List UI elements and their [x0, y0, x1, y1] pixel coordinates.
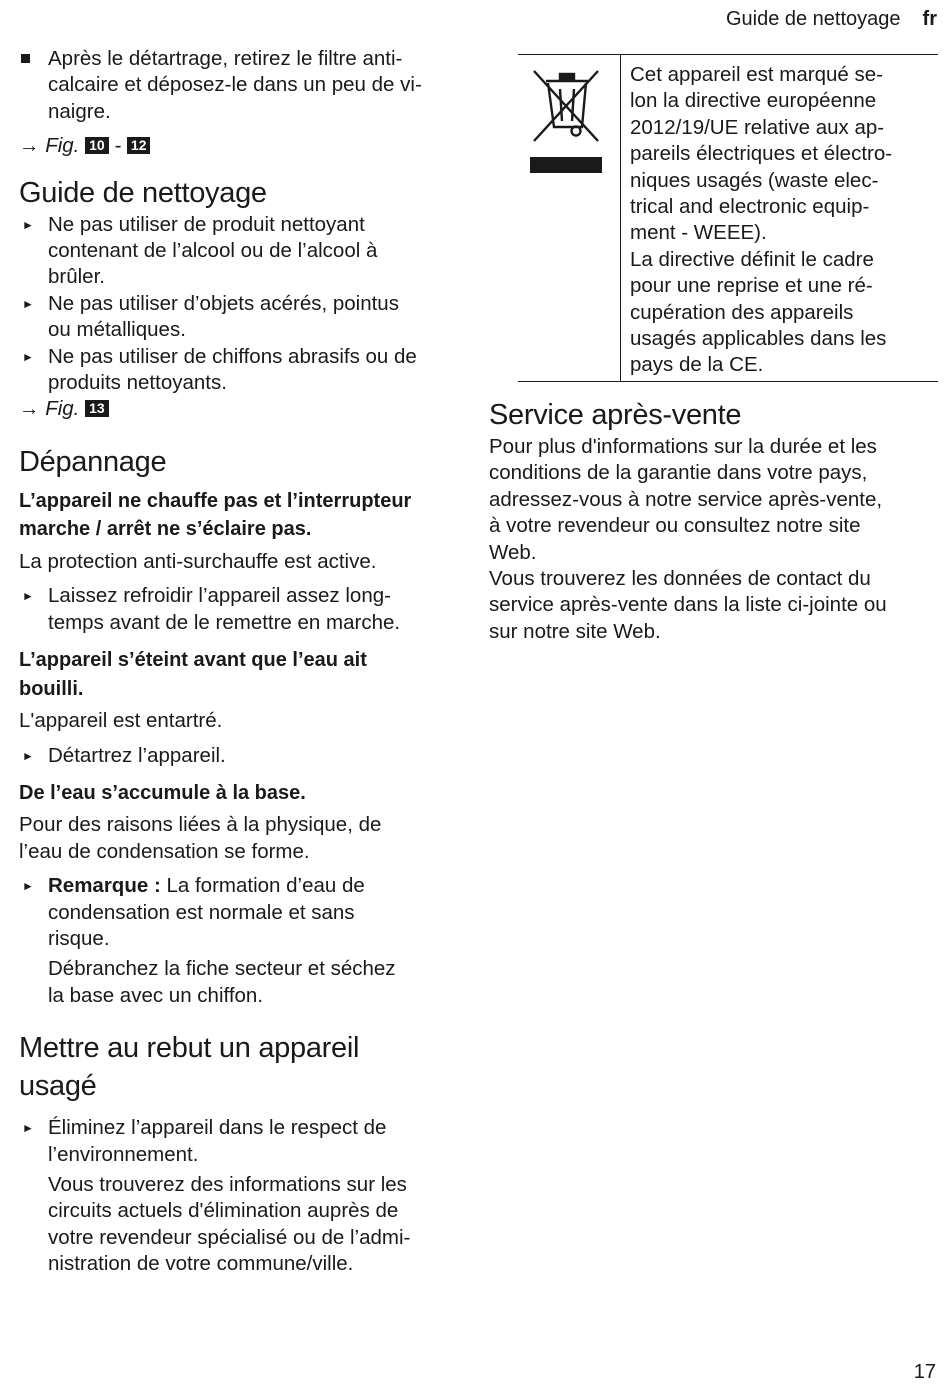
- square-bullet-icon: [21, 54, 30, 63]
- problem-action: ► Détartrez l’appareil.: [19, 743, 469, 769]
- triangle-bullet-icon: ►: [22, 748, 34, 763]
- figure-reference: → Fig. 10 - 12: [19, 133, 469, 159]
- table-divider: [620, 55, 621, 381]
- header-language: fr: [922, 8, 937, 30]
- crossed-out-wheelie-bin-icon: [526, 61, 606, 178]
- problem-cause: Pour des raisons liées à la physique, de l’eau de condensation se forme.: [19, 813, 382, 863]
- problem-action: ► Laissez refroidir l’appareil assez long- temps avant de le remettre en marche.: [22, 584, 401, 634]
- service-section: [489, 396, 939, 645]
- problem-cause: L'appareil est entartré.: [19, 709, 223, 733]
- figure-number-badge: 10: [85, 137, 109, 154]
- cleaning-item: ► Ne pas utiliser d’objets acérés, pointus ou métalliques.: [22, 291, 399, 342]
- problem-heading: De l’eau s’accumule à la base.: [19, 781, 306, 804]
- triangle-bullet-icon: ►: [22, 1121, 34, 1136]
- disposal-action: ► Éliminez l’appareil dans le respect de l’environnement.: [22, 1116, 387, 1166]
- left-column: [19, 46, 469, 1278]
- disposal-title: Mettre au rebut un appareil usagé: [19, 1032, 360, 1103]
- service-title: Service après-vente: [489, 399, 742, 431]
- page-number: 17: [913, 1361, 936, 1383]
- figure-number-badge: 12: [127, 137, 151, 154]
- triangle-bullet-icon: ►: [22, 296, 34, 311]
- cleaning-item: ► Ne pas utiliser de chiffons abrasifs ou de produits nettoyants.: [22, 344, 417, 395]
- problem-cause: La protection anti-surchauffe est active.: [19, 549, 377, 573]
- header-section: Guide de nettoyage: [725, 8, 901, 30]
- triangle-bullet-icon: ►: [22, 879, 34, 894]
- service-text: Pour plus d'informations sur la durée et les conditions de la garantie dans votre pays, adressez-vous à notre service après-vente, à votre revendeur ou consultez notre site Web. Vous trouverez les données de contact du service après-vente dans la liste ci-jointe ou sur notre site Web.: [489, 435, 887, 643]
- problem-note: ► Remarque : La formation d’eau de condensation est normale et sans risque.: [22, 874, 365, 951]
- cleaning-item: ► Ne pas utiliser de produit nettoyant contenant de l’alcool ou de l’alcool à brûler.: [22, 212, 378, 289]
- troubleshooting-title: Dépannage: [19, 445, 167, 478]
- problem-action-detail: Débranchez la fiche secteur et séchez la base avec un chiffon.: [48, 957, 396, 1007]
- weee-notice-box: [518, 54, 938, 382]
- disposal-info: Vous trouverez des informations sur les circuits actuels d'élimination auprès de votre revendeur spécialisé ou de l’admi- nistration de votre commune/ville.: [48, 1173, 411, 1276]
- triangle-bullet-icon: ►: [22, 349, 34, 364]
- note-label: Remarque :: [48, 874, 161, 898]
- figure-reference: → Fig. 13: [19, 396, 469, 422]
- problem-heading: L’appareil ne chauffe pas et l’interrupteur marche / arrêt ne s’éclaire pas.: [19, 489, 412, 541]
- problem-heading: L’appareil s’éteint avant que l’eau ait bouilli.: [19, 649, 367, 700]
- running-header: [726, 8, 937, 31]
- cleaning-title: Guide de nettoyage: [19, 176, 267, 209]
- weee-text: Cet appareil est marqué se- lon la directive européenne 2012/19/UE relative aux ap- pareils électriques et électro- niques usagés (waste elec- trical and electronic equip- ment - WEEE). La directive définit le cadre pour une reprise et une ré- cupération des appareils usagés applicables dans les pays de la CE.: [630, 63, 893, 377]
- descale-final-step: Après le détartrage, retirez le filtre anti- calcaire et déposez-le dans un peu de vi- naigre.: [19, 46, 469, 125]
- figure-number-badge: 13: [85, 400, 109, 417]
- triangle-bullet-icon: ►: [22, 589, 34, 604]
- triangle-bullet-icon: ►: [22, 217, 34, 232]
